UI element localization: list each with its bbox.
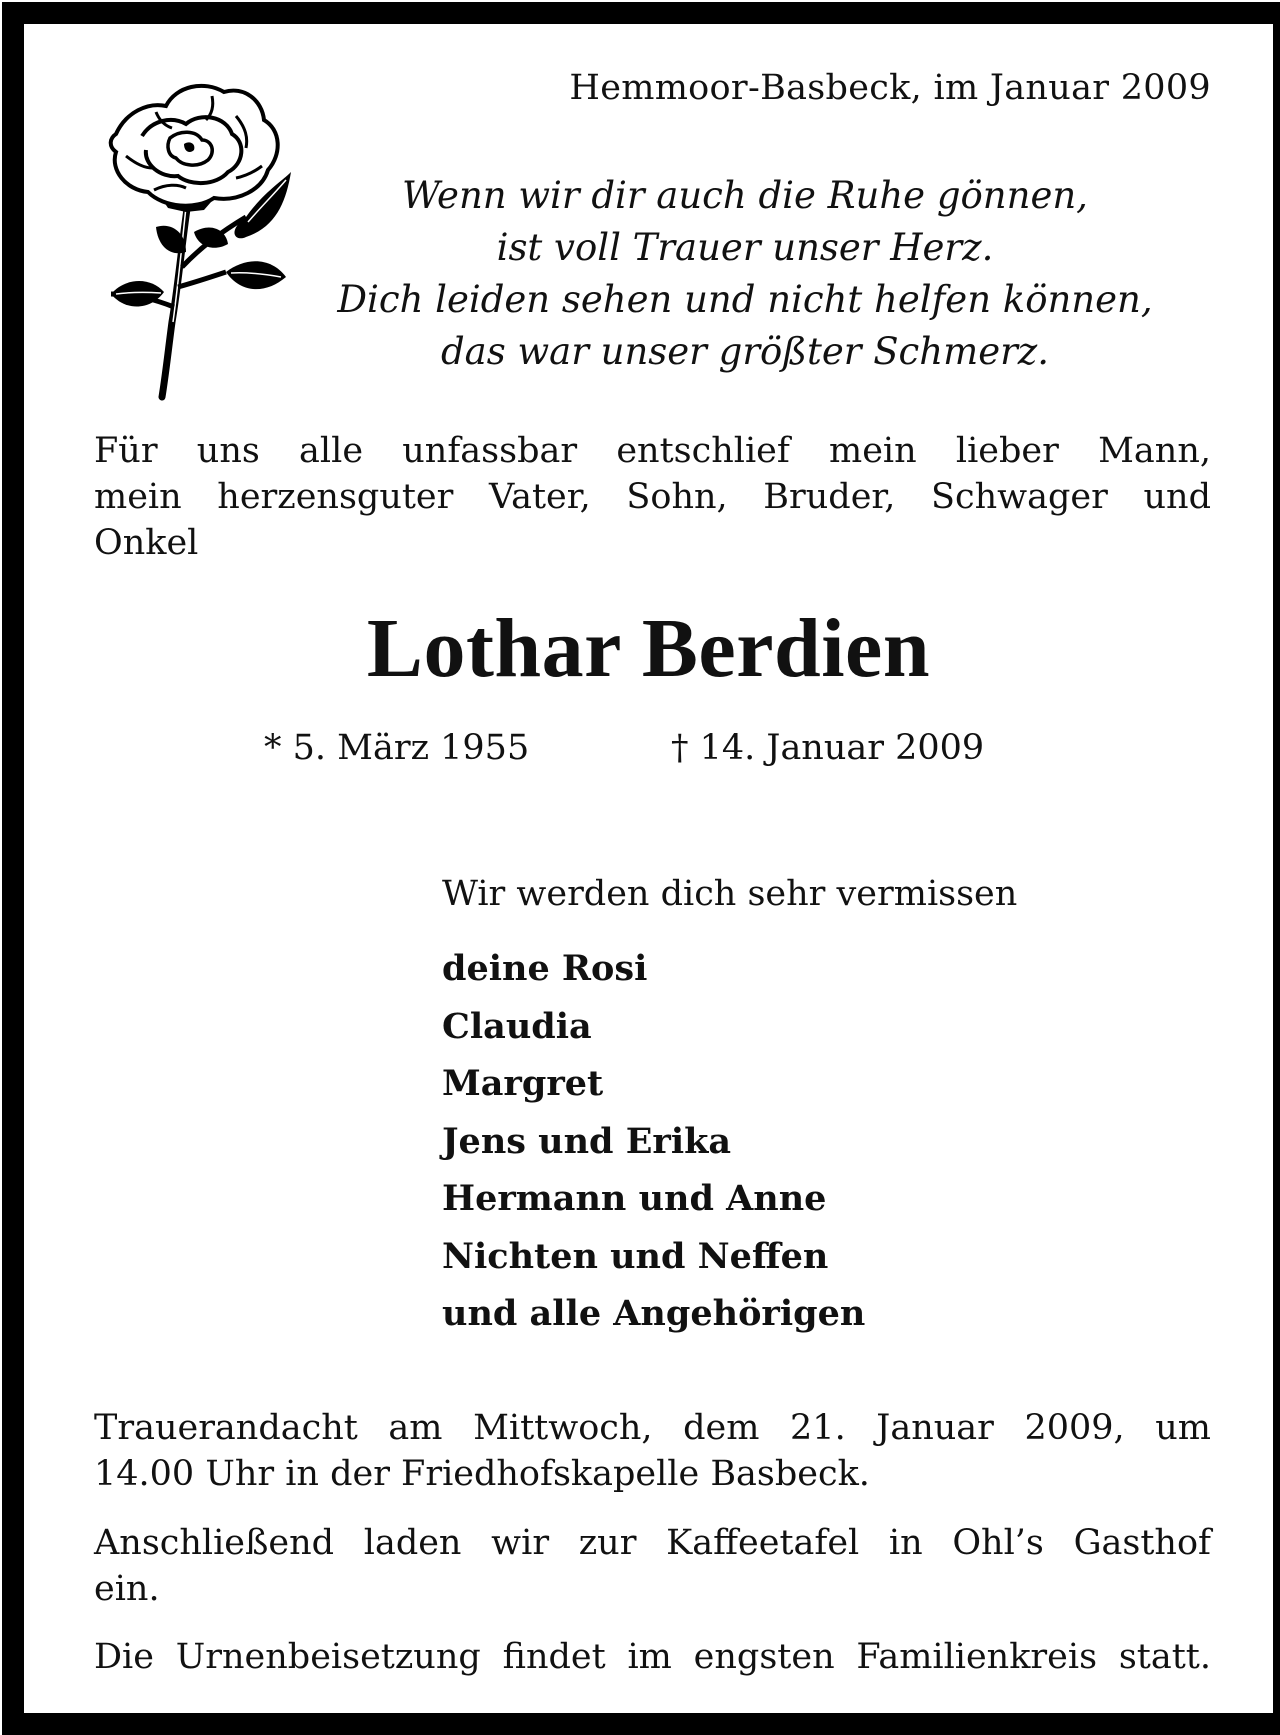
notice-content [24,24,1273,1713]
mourner: Hermann und Anne [442,1178,827,1219]
coffee-info [94,1520,1211,1612]
poem-line: ist voll Trauer unser Herz. [496,226,994,269]
poem-line: Dich leiden sehen und nicht helfen können, [337,278,1153,321]
service-line: 14.00 Uhr in der Friedhofskapelle Basbeck. [94,1454,870,1494]
intro-line: Für uns alle unfassbar entschlief mein lieber Mann, [94,431,1211,471]
farewell-line: Wir werden dich sehr vermissen [442,874,1018,914]
birth-date: * 5. März 1955 [264,728,530,768]
mourner: Claudia [442,1005,592,1047]
mourner: und alle Angehörigen [442,1293,866,1334]
poem-line: das war unser größter Schmerz. [440,330,1050,373]
place-date: Hemmoor-Basbeck, im Januar 2009 [569,68,1211,108]
intro-line: mein herzensguter Vater, Sohn, Bruder, Schwager und [94,477,1211,517]
intro-text [94,428,1211,566]
mourner: Margret [442,1063,604,1104]
urn-line: Die Urnenbeisetzung findet im engsten Familienkreis statt. [94,1637,1211,1677]
deceased-name: Lothar Berdien [366,602,931,695]
coffee-line: Anschließend laden wir zur Kaffeetafel in Ohl’s Gasthof [94,1523,1211,1563]
poem [279,170,1211,378]
mourner: Jens und Erika [442,1120,732,1162]
coffee-line: ein. [94,1569,160,1609]
mourners-list [442,940,865,1343]
intro-line: Onkel [94,523,199,563]
mourner: deine Rosi [442,948,648,989]
poem-line: Wenn wir dir auch die Ruhe gönnen, [402,174,1088,217]
notice-frame [2,2,1280,1735]
mourner: Nichten und Neffen [442,1235,829,1277]
service-line: Trauerandacht am Mittwoch, dem 21. Januar 2009, um [94,1408,1211,1448]
service-info [94,1405,1211,1497]
rose-icon [86,72,296,402]
death-date: † 14. Januar 2009 [671,728,985,768]
urn-info [94,1634,1211,1680]
